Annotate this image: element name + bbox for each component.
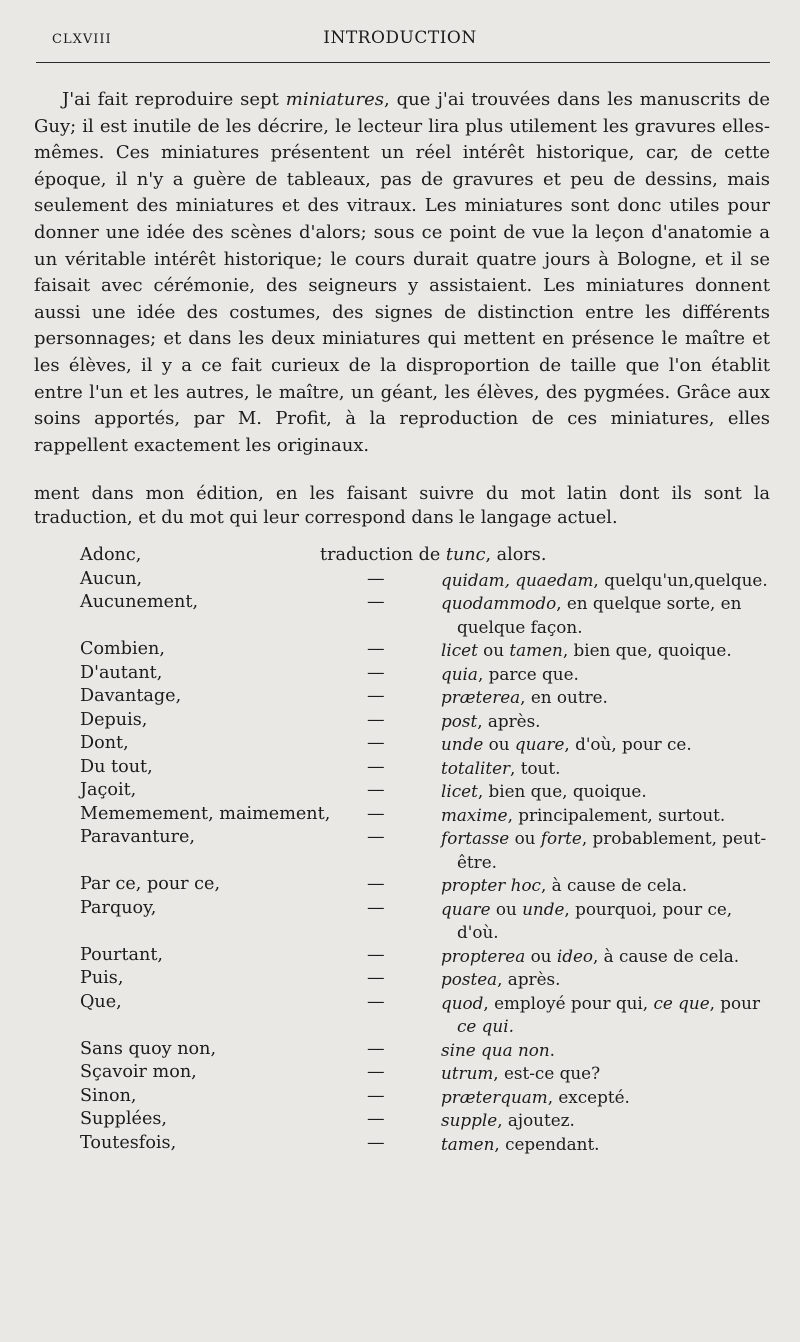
ditto-dash: — — [367, 874, 385, 894]
latin-word: quare — [441, 898, 491, 919]
ditto-dash: — — [367, 968, 385, 988]
latin-word: licet — [441, 781, 478, 801]
definition-line — [441, 1133, 769, 1157]
definition-continuation: d'où. — [457, 922, 499, 942]
definition-text: ou — [477, 640, 510, 660]
ditto-dash: — — [367, 944, 385, 965]
paragraph-glossary-intro: ment dans mon édition, en les faisant suivre du mot latin dont ils sont la traduction, et du mot qui leur correspond dans le langage actuel. — [34, 484, 770, 528]
glossary-term: Puis, — [80, 968, 124, 988]
glossary-term: Davantage, — [80, 686, 182, 706]
latin-word: sine qua non — [441, 1039, 550, 1060]
ditto-dash: — — [367, 803, 385, 824]
definition-text: ou — [483, 734, 515, 754]
definition-line — [441, 663, 769, 687]
glossary-term: Sinon, — [80, 1085, 137, 1106]
latin-word: quidam, quaedam — [441, 569, 594, 590]
definition-line — [441, 945, 769, 969]
glossary-term: Depuis, — [80, 709, 148, 730]
page-folio: CLXVIII — [52, 32, 112, 47]
definition-text: , tout. — [510, 757, 561, 778]
glossary-term: D'autant, — [80, 662, 163, 683]
glossary-definition — [441, 1109, 769, 1133]
latin-word: præterquam — [441, 1086, 548, 1107]
ditto-dash: — — [367, 709, 385, 730]
glossary-definition — [441, 710, 769, 734]
glossary-term: Combien, — [80, 639, 165, 659]
definition-line — [441, 733, 769, 757]
ditto-dash: — — [367, 780, 385, 800]
glossary-term: Du tout, — [80, 756, 153, 777]
definition-line — [441, 569, 769, 593]
glossary-term: Supplées, — [80, 1109, 167, 1129]
glossary-definition — [441, 992, 769, 1039]
definition-line — [441, 827, 769, 851]
definition-text: , à cause de cela. — [540, 875, 688, 895]
definition-text: , en quelque sorte, en — [556, 593, 742, 613]
latin-word: tamen — [441, 1133, 495, 1154]
glossary-term: Parquoy, — [80, 897, 157, 918]
paragraph-text: J'ai fait reproduire sept — [62, 89, 286, 110]
glossary-definition: traduction de tunc, alors. — [320, 545, 547, 565]
latin-word: præterea — [441, 687, 521, 707]
glossary-term: Sans quoy non, — [80, 1038, 217, 1059]
definition-text: , cependant. — [494, 1133, 600, 1154]
ditto-dash: — — [367, 991, 385, 1012]
glossary-definition — [441, 686, 769, 710]
definition-line — [441, 1039, 769, 1063]
latin-word: quod — [441, 992, 484, 1013]
definition-text: , après. — [477, 710, 541, 731]
definition-text: , employé pour qui, — [483, 992, 654, 1013]
definition-text: , pourquoi, pour ce, — [564, 898, 733, 919]
glossary-term: Paravanture, — [80, 827, 196, 847]
ditto-dash: — — [367, 662, 385, 683]
ditto-dash: — — [367, 1132, 385, 1153]
latin-word: fortasse — [441, 828, 510, 848]
glossary-definition — [441, 898, 769, 945]
definition-text: , après. — [497, 969, 561, 989]
definition-line — [441, 804, 769, 828]
glossary-definition — [441, 968, 769, 992]
latin-word: propter hoc — [441, 875, 541, 895]
glossary-term: Aucun, — [80, 568, 143, 589]
definition-text: , bien que, quoique. — [477, 781, 647, 801]
glossary-term: Pourtant, — [80, 944, 164, 965]
definition-line — [441, 898, 769, 922]
paragraph-text: , que j'ai trouvées dans les manuscrits de Guy; il est inutile de les décrire, le lecteur lira plus utilement les gravures elles-mêmes. Ces miniatures présentent un réel intérêt historique, car, de cette époque, il n'y a guère de tableaux, pas de gravures et peu de dessins, mais seulement des miniatures et des vitraux. Les miniatures sont donc utiles pour donner une idée des scènes d'alors; sous ce point de vue la leçon d'anatomie a un véritable intérêt historique; le cours durait quatre jours à Bologne, et il se faisait avec cérémonie, des seigneurs y assistaient. Les miniatures donnent aussi une idée des costumes, des signes de distinction entre les différents personnages; et dans les deux miniatures qui mettent en présence le maître et les élèves, il y a ce fait curieux de la disproportion de taille que l'on établit entre l'un et les autres, le maître, un géant, les élèves, des pygmées. Grâce aux soins apportés, par M. Profit, à la reproduction de ces miniatures, elles rappellent exactement les originaux. — [34, 89, 771, 456]
definition-text: , principalement, surtout. — [507, 804, 726, 825]
glossary-definition — [441, 757, 769, 781]
ditto-dash: — — [367, 897, 385, 918]
glossary-definition — [441, 780, 769, 804]
definition-text: , parce que. — [477, 663, 579, 684]
definition-continuation: quelque façon. — [457, 616, 583, 637]
glossary-definition — [441, 1086, 769, 1110]
definition-text: , probablement, peut- — [581, 828, 767, 848]
glossary-definition — [441, 1062, 769, 1086]
glossary-term: Par ce, pour ce, — [80, 874, 221, 894]
latin-word: quodammodo — [441, 593, 557, 613]
latin-word: quia — [441, 663, 478, 684]
ditto-dash: — — [367, 1109, 385, 1129]
definition-text: ou — [525, 945, 557, 966]
definition-line — [441, 1109, 769, 1133]
definition-text: , quelqu'un,quelque. — [593, 569, 768, 590]
definition-text: , d'où, pour ce. — [564, 734, 692, 754]
definition-line — [441, 780, 769, 804]
latin-word: maxime — [441, 804, 508, 825]
ditto-dash: — — [367, 827, 385, 847]
latin-word: licet — [441, 640, 478, 660]
latin-word: postea — [441, 969, 498, 989]
glossary-definition — [441, 663, 769, 687]
latin-word: totaliter — [441, 757, 511, 778]
definition-text: , pour — [709, 992, 760, 1013]
definition-line — [441, 992, 769, 1016]
ditto-dash: — — [367, 592, 385, 612]
definition-line — [441, 968, 769, 992]
definition-text: , en outre. — [520, 687, 608, 707]
running-title: INTRODUCTION — [323, 28, 477, 48]
ditto-dash: — — [367, 1085, 385, 1106]
ditto-dash: — — [367, 1038, 385, 1059]
glossary-definition — [441, 569, 769, 593]
glossary-term: Aucunement, — [80, 592, 199, 612]
latin-word: utrum — [441, 1063, 494, 1083]
latin-word: quare — [514, 734, 565, 754]
latin-word: post — [441, 710, 478, 731]
definition-line — [441, 1086, 769, 1110]
glossary-term: Mememement, maimement, — [80, 803, 331, 824]
glossary-definition — [441, 733, 769, 757]
definition-text: ou — [509, 828, 541, 848]
glossary-term: Sçavoir mon, — [80, 1062, 197, 1082]
definition-text: , à cause de cela. — [593, 945, 740, 966]
italic-term: miniatures — [285, 89, 384, 110]
glossary-definition — [441, 827, 769, 874]
definition-line — [441, 639, 769, 663]
ditto-dash: — — [367, 1062, 385, 1082]
definition-text: , ajoutez. — [497, 1110, 575, 1130]
glossary-definition — [441, 639, 769, 663]
definition-continuation: ce qui. — [457, 1016, 514, 1036]
latin-word: propterea — [441, 945, 526, 966]
glossary-term: Dont, — [80, 733, 129, 753]
ditto-dash: — — [367, 686, 385, 706]
glossary-definition — [441, 592, 769, 639]
latin-word: ideo — [556, 945, 593, 966]
ditto-dash: — — [367, 756, 385, 777]
definition-line — [441, 686, 769, 710]
definition-text: , est-ce que? — [493, 1063, 601, 1083]
definition-line — [441, 1062, 769, 1086]
ditto-dash: — — [367, 639, 385, 659]
definition-text: . — [549, 1039, 556, 1060]
latin-word: unde — [441, 734, 484, 754]
glossary-term: Jaçoit, — [80, 780, 137, 800]
latin-word: ce que — [653, 992, 710, 1013]
latin-word: tamen — [509, 640, 563, 660]
glossary-term: Toutesfois, — [80, 1132, 177, 1153]
definition-text: , bien que, quoique. — [562, 640, 732, 660]
definition-line — [441, 874, 769, 898]
definition-continuation: être. — [457, 851, 497, 872]
glossary-term: Adonc, — [80, 545, 142, 565]
glossary-term: Que, — [80, 991, 122, 1012]
latin-word: supple — [441, 1110, 498, 1130]
glossary-definition — [441, 804, 769, 828]
definition-line — [441, 710, 769, 734]
glossary-definition — [441, 1133, 769, 1157]
ditto-dash: — — [367, 733, 385, 753]
definition-text: ou — [490, 898, 523, 919]
glossary-definition — [441, 945, 769, 969]
latin-word: unde — [522, 898, 565, 919]
ditto-dash: — — [367, 568, 385, 589]
definition-line — [441, 757, 769, 781]
latin-word: forte — [540, 828, 582, 848]
glossary-definition — [441, 874, 769, 898]
glossary-definition — [441, 1039, 769, 1063]
definition-line — [441, 592, 769, 616]
definition-text: , excepté. — [547, 1086, 630, 1107]
